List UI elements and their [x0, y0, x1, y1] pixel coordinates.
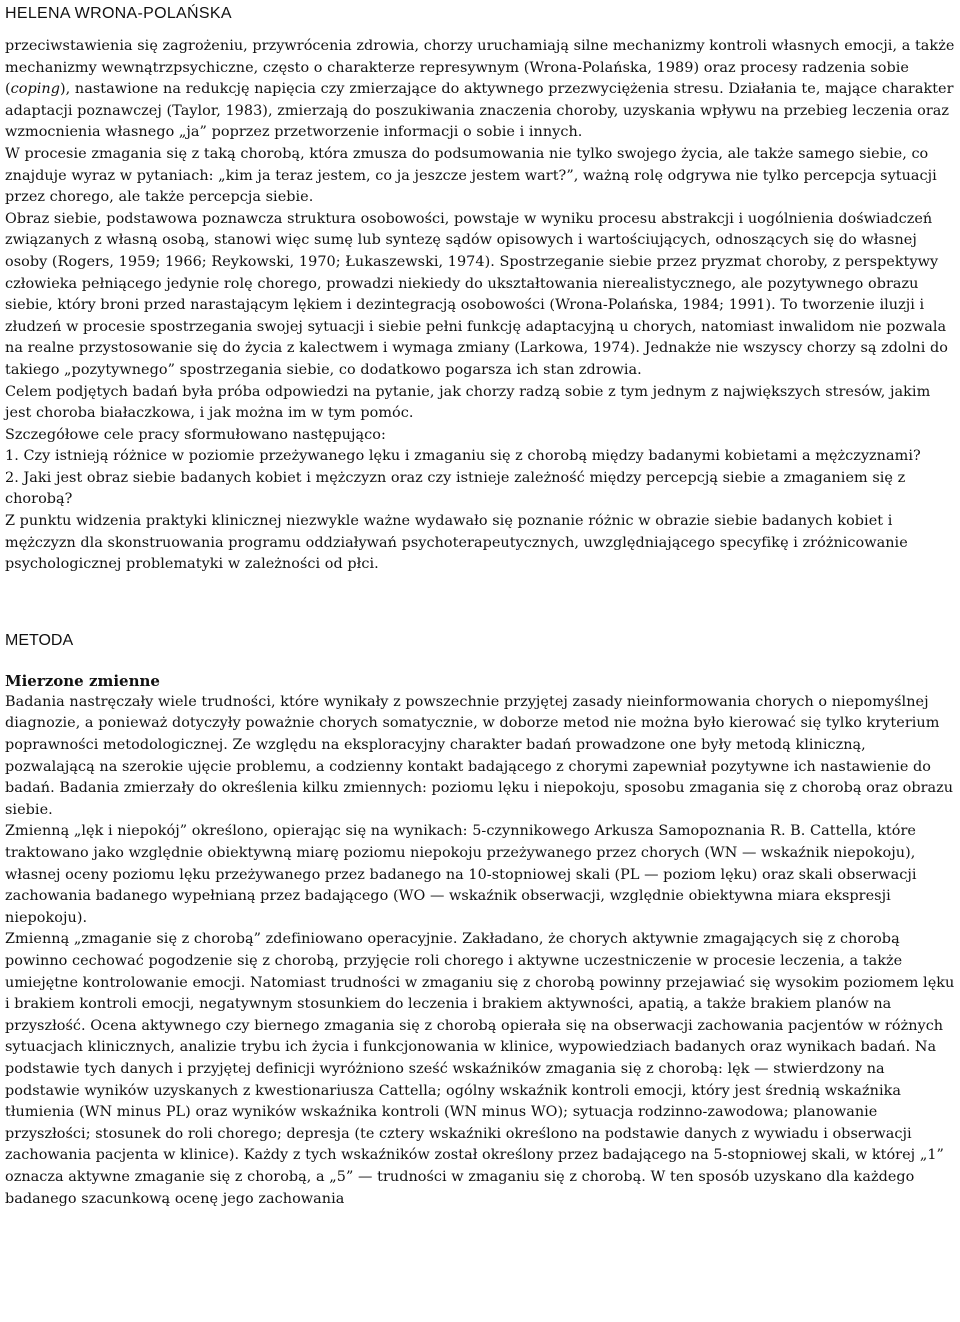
intro-paragraph-5: Szczegółowe cele pracy sformułowano następująco:	[5, 426, 386, 443]
running-head: HELENA WRONA-POLAŃSKA	[5, 5, 232, 22]
intro-paragraph-4: Celem podjętych badań była próba odpowiedzi na pytanie, jak chorzy radzą sobie z tym jednym z największych stresów, jakim jest choroba białaczkowa, i jak można im w tym pomóc.	[5, 383, 931, 422]
intro-paragraph-1: przeciwstawienia się zagrożeniu, przywrócenia zdrowia, chorzy uruchamiają silne mechanizmy kontroli własnych emocji, a także mechanizmy wewnątrzpsychiczne, często o charakterze represywnym (Wrona-Polańska, 1989) oraz procesy radzenia sobie (coping), nastawione na redukcję napięcia czy zmierzające do aktywnego przezwyciężenia stresu. Działania te, mające charakter adaptacji poznawczej (Taylor, 1983), zmierzają do poszukiwania znaczenia choroby, uzyskania wpływu na przebieg leczenia oraz wzmocnienia własnego „ja” poprzez przetworzenie informacji o sobie i innych.	[5, 38, 955, 141]
method-paragraph-3: Zmienną „zmaganie się z chorobą” zdefiniowano operacyjnie. Zakładano, że chorych aktywnie zmagających się z chorobą powinno cechować pogodzenie się z chorobą, przyjęcie roli chorego i aktywne uczestniczenie w procesie leczenia, a także umiejętne kontrolowanie emocji. Natomiast trudności w zmaganiu się z chorobą powinny przejawiać się wysokim poziomem lęku i brakiem kontroli emocji, negatywnym stosunkiem do leczenia i brakiem aktywności, apatią, a także brakiem planów na przyszłość. Ocena aktywnego czy biernego zmagania się z chorobą opierała się na obserwacji zachowania pacjentów w różnych sytuacjach klinicznych, analizie trybu ich życia i funkcjonowania w klinice, wypowiedziach badanych oraz wynikach badań. Na podstawie tych danych i przyjętej definicji wyróżniono sześć wskaźników zmagania się z chorobą: lęk — stwierdzony na podstawie wyników uzyskanych z kwestionariusza Cattella; ogólny wskaźnik kontroli emocji, który jest średnią wskaźnika tłumienia (WN minus PL) oraz wyników wskaźnika kontroli (WN minus WO); sytuacja rodzinno-zawodowa; planowanie przyszłości; stosunek do roli chorego; depresja (te cztery wskaźniki określono na podstawie danych z wywiadu i obserwacji zachowania pacjenta w klinice). Każdy z tych wskaźników został określony przez badającego na 5-stopniowej skali, w której „1” oznacza aktywne zmaganie się z chorobą, a „5” — trudności w zmaganiu się z chorobą. W ten sposób uzyskano dla każdego badanego szacunkową ocenę jego zachowania	[5, 931, 955, 1207]
document-page	[0, 4, 960, 1210]
subhead-mierzone-zmienne: Mierzone zmienne	[5, 671, 160, 690]
intro-paragraph-8: Z punktu widzenia praktyki klinicznej niezwykle ważne wydawało się poznanie różnic w obrazie siebie badanych kobiet i mężczyzn dla skonstruowania programu oddziaływań psychoterapeutycznych, uwzględniającego specyfikę i zróżnicowanie psychologicznej problematyki w zależności od płci.	[5, 513, 908, 573]
intro-paragraph-3: Obraz siebie, podstawowa poznawcza struktura osobowości, powstaje w wyniku procesu abstrakcji i uogólnienia doświadczeń związanych z własną osobą, stanowi więc sumę lub syntezę sądów opisowych i wartościujących, odnoszących się do własnej osoby (Rogers, 1959; 1966; Reykowski, 1970; Łukaszewski, 1974). Spostrzeganie siebie przez pryzmat choroby, z perspektywy człowieka pełniącego jedynie rolę chorego, prowadzi niekiedy do ukształtowania nierealistycznego, ale pozytywnego obrazu siebie, który broni przed narastającym lękiem i dezintegracją osobowości (Wrona-Polańska, 1984; 1991). To tworzenie iluzji i złudzeń w procesie spostrzegania swojej sytuacji i siebie pełni funkcję adaptacyjną u chorych, natomiast inwalidom nie pozwala na realne przystosowanie się do życia z kalectwem i wymaga zmiany (Larkowa, 1974). Jednakże nie wszyscy chorzy są zdolni do takiego „pozytywnego” spostrzegania siebie, co dodatkowo pogarsza ich stan zdrowia.	[5, 210, 948, 378]
intro-paragraph-2: W procesie zmagania się z taką chorobą, która zmusza do podsumowania nie tylko swojego życia, ale także samego siebie, co znajduje wyraz w pytaniach: „kim ja teraz jestem, co ja jeszcze jestem wart?”, ważną rolę odgrywa nie tylko percepcja sytuacji przez chorego, ale także percepcja siebie.	[5, 145, 937, 206]
research-question-2: 2. Jaki jest obraz siebie badanych kobiet i mężczyzn oraz czy istnieje zależność między percepcją siebie a zmaganiem się z chorobą?	[5, 469, 906, 508]
method-section	[5, 671, 955, 1210]
intro-section	[5, 36, 955, 576]
coping-term: coping	[10, 81, 60, 98]
research-question-1: 1. Czy istnieją różnice w poziomie przeżywanego lęku i zmaganiu się z chorobą między badanymi kobietami a mężczyznami?	[5, 448, 921, 465]
method-paragraph-2: Zmienną „lęk i niepokój” określono, opierając się na wynikach: 5-czynnikowego Arkusza Samopoznania R. B. Cattella, które traktowano jako względnie obiektywną miarę poziomu niepokoju przeżywanego przez chorych (WN — wskaźnik niepokoju), własnej oceny poziomu lęku przeżywanego przez badanego na 10-stopniowej skali (PL — poziom lęku) oraz skali obserwacji zachowania badanego wypełnianą przez badającego (WO — wskaźnik obserwacji, względnie obiektywna miara ekspresji niepokoju).	[5, 823, 917, 926]
section-title-metoda: METODA	[5, 631, 74, 649]
method-paragraph-1: Badania nastręczały wiele trudności, które wynikały z powszechnie przyjętej zasady nieinformowania chorych o niepomyślnej diagnozie, a ponieważ dotyczyły poważnie chorych somatycznie, w doborze metod nie można było kierować się tylko kryterium poprawności metodologicznej. Ze względu na eksploracyjny charakter badań prowadzone one były metodą kliniczną, pozwalającą na szerokie ujęcie problemu, a codzienny kontakt badającego z chorymi zapewniał pozytywne ich nastawienie do badań. Badania zmierzały do określenia kilku zmiennych: poziomu lęku i niepokoju, sposobu zmagania się z chorobą oraz obrazu siebie.	[5, 693, 954, 818]
